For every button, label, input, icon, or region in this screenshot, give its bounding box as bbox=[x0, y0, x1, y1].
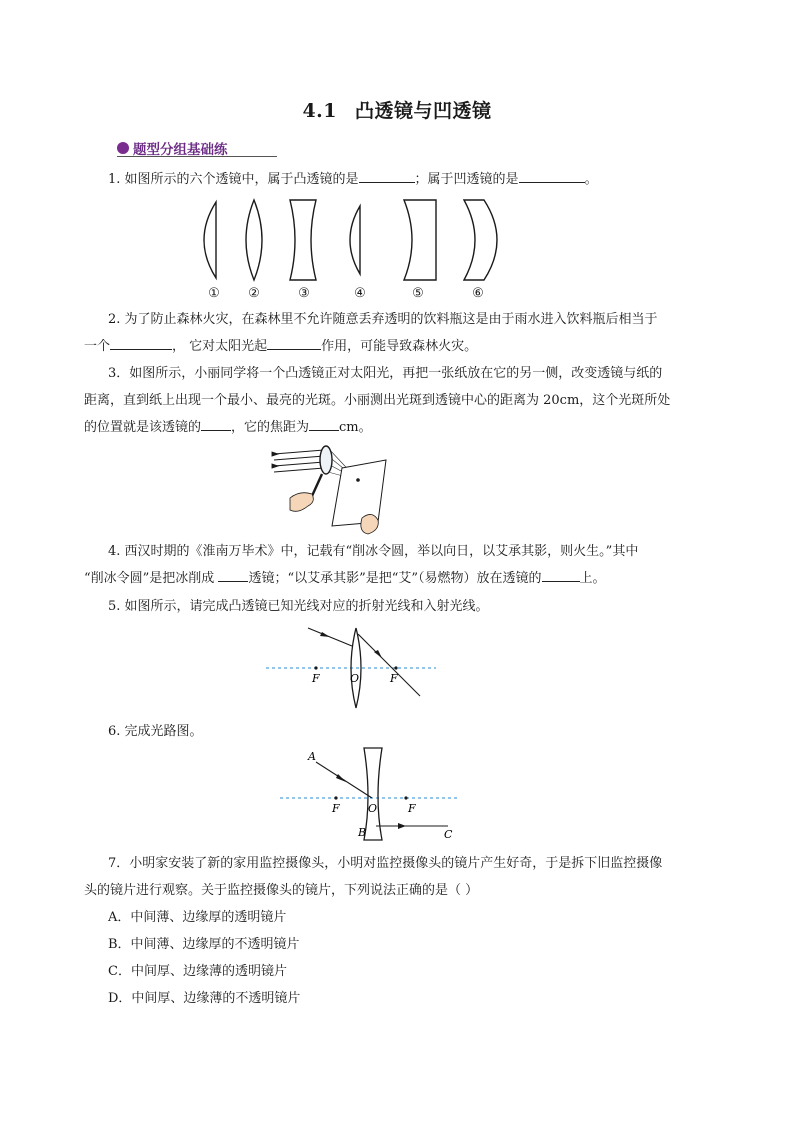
question-4 bbox=[84, 538, 714, 592]
q1-text-a: 1. 如图所示的六个透镜中，属于凸透镜的是 bbox=[108, 172, 359, 187]
right-hand bbox=[361, 514, 378, 534]
magnifier-handle bbox=[312, 474, 322, 496]
bullet-dot-icon bbox=[117, 142, 129, 154]
sunlight-lens-figure bbox=[268, 440, 396, 536]
q3-line-3a: 的位置就是该透镜的 bbox=[84, 420, 202, 435]
concave-lens-diagram bbox=[276, 744, 466, 844]
q2-line-1: 2. 为了防止森林火灾，在森林里不允许随意丢弃透明的饮料瓶这是由于雨水进入饮料瓶后相当于 bbox=[108, 312, 658, 327]
q2-line-2b: ， 它对太阳光起 bbox=[172, 339, 268, 354]
lens-label-3: ③ bbox=[298, 286, 310, 301]
lens-3-biconcave bbox=[290, 200, 316, 280]
q7-line-1: 7．小明家安装了新的家用监控摄像头，小明对监控摄像头的镜片产生好奇，于是拆下旧监控摄像 bbox=[108, 856, 663, 871]
o-label: O bbox=[368, 802, 378, 815]
option-d[interactable]: D．中间厚、边缘薄的不透明镜片 bbox=[108, 991, 301, 1006]
f-right-label: F bbox=[408, 802, 416, 815]
left-hand bbox=[290, 493, 313, 512]
q3-line-2: 距离，直到纸上出现一个最小、最亮的光斑。小丽测出光斑到透镜中心的距离为 20cm，这个光斑所处 bbox=[84, 393, 671, 408]
question-2 bbox=[84, 306, 714, 360]
f-left-label: F bbox=[332, 802, 340, 815]
lens-2-biconvex bbox=[246, 200, 262, 280]
lens-1-plano-convex bbox=[204, 202, 216, 278]
q5-text: 5. 如图所示，请完成凸透镜已知光线对应的折射光线和入射光线。 bbox=[108, 599, 489, 614]
question-7 bbox=[84, 850, 714, 904]
lens-label-5: ⑤ bbox=[412, 286, 424, 301]
lens-figure bbox=[190, 192, 510, 304]
answer-blank[interactable] bbox=[542, 567, 580, 582]
section-title: 题型分组基础练 bbox=[133, 142, 228, 158]
convex-lens-diagram bbox=[262, 622, 442, 714]
q1-text-b: ；属于凹透镜的是 bbox=[414, 172, 519, 187]
q4-line-2c: 上。 bbox=[579, 571, 606, 586]
lens-label-4: ④ bbox=[354, 286, 366, 301]
lens-label-6: ⑥ bbox=[472, 286, 484, 301]
question-5 bbox=[84, 593, 714, 620]
ray-a-arrow bbox=[336, 774, 346, 782]
option-a[interactable]: A．中间薄、边缘厚的透明镜片 bbox=[108, 910, 287, 925]
a-label: A bbox=[308, 750, 316, 763]
q3-line-1: 3．如图所示，小丽同学将一个凸透镜正对太阳光，再把一张纸放在它的另一侧，改变透镜与纸的 bbox=[108, 366, 663, 381]
answer-blank[interactable] bbox=[218, 567, 248, 582]
q4-line-2b: 透镜；“以艾承其影”是把“艾”（易燃物）放在透镜的 bbox=[248, 571, 542, 586]
lens-label-1: ① bbox=[208, 286, 220, 301]
c-label: C bbox=[444, 828, 453, 841]
q6-text: 6. 完成光路图。 bbox=[108, 724, 203, 739]
answer-blank[interactable] bbox=[309, 416, 339, 431]
answer-blank[interactable] bbox=[201, 416, 231, 431]
o-label: O bbox=[350, 672, 360, 685]
light-spot bbox=[356, 478, 360, 482]
answer-blank[interactable] bbox=[359, 168, 415, 183]
paper-sheet bbox=[332, 460, 386, 526]
q3-line-3b: ，它的焦距为 bbox=[231, 420, 310, 435]
answer-blank[interactable] bbox=[519, 168, 585, 183]
answer-blank[interactable] bbox=[110, 335, 172, 350]
q1-text-c: 。 bbox=[584, 172, 598, 187]
title-text: 凸透镜与凹透镜 bbox=[355, 100, 492, 122]
page-title bbox=[0, 96, 794, 123]
title-number: 4.1 bbox=[302, 100, 338, 122]
q2-line-2a: 一个 bbox=[84, 339, 111, 354]
lens-label-2: ② bbox=[248, 286, 260, 301]
section-header bbox=[117, 138, 228, 158]
q4-line-2a: “削冰令圆”是把冰削成 bbox=[84, 571, 219, 586]
refracted-ray bbox=[358, 634, 420, 696]
question-3 bbox=[84, 360, 714, 441]
b-label: B bbox=[358, 826, 367, 839]
q7-line-2: 头的镜片进行观察。关于监控摄像头的镜片，下列说法正确的是（ ） bbox=[84, 883, 479, 898]
ray-bc-arrow bbox=[398, 823, 406, 829]
option-b[interactable]: B．中间薄、边缘厚的不透明镜片 bbox=[108, 937, 300, 952]
option-c[interactable]: C．中间厚、边缘薄的透明镜片 bbox=[108, 964, 287, 979]
lens-5-plano-concave bbox=[404, 200, 436, 280]
q2-line-2c: 作用，可能导致森林火灾。 bbox=[321, 339, 478, 354]
q3-line-3c: cm。 bbox=[339, 420, 372, 435]
question-1 bbox=[84, 166, 714, 193]
answer-blank[interactable] bbox=[267, 335, 321, 350]
question-6 bbox=[84, 718, 714, 745]
magnifier-lens bbox=[320, 446, 332, 474]
lens-4-plano-convex bbox=[350, 206, 360, 274]
f-right-label: F bbox=[390, 672, 398, 685]
q4-line-1: 4. 西汉时期的《淮南万毕术》中，记载有“削冰令圆，举以向日，以艾承其影，则火生。”其中 bbox=[108, 544, 639, 559]
section-underline bbox=[117, 156, 277, 157]
f-left-label: F bbox=[312, 672, 320, 685]
lens-6-meniscus bbox=[464, 200, 497, 280]
ray-arrow-1 bbox=[320, 632, 330, 637]
